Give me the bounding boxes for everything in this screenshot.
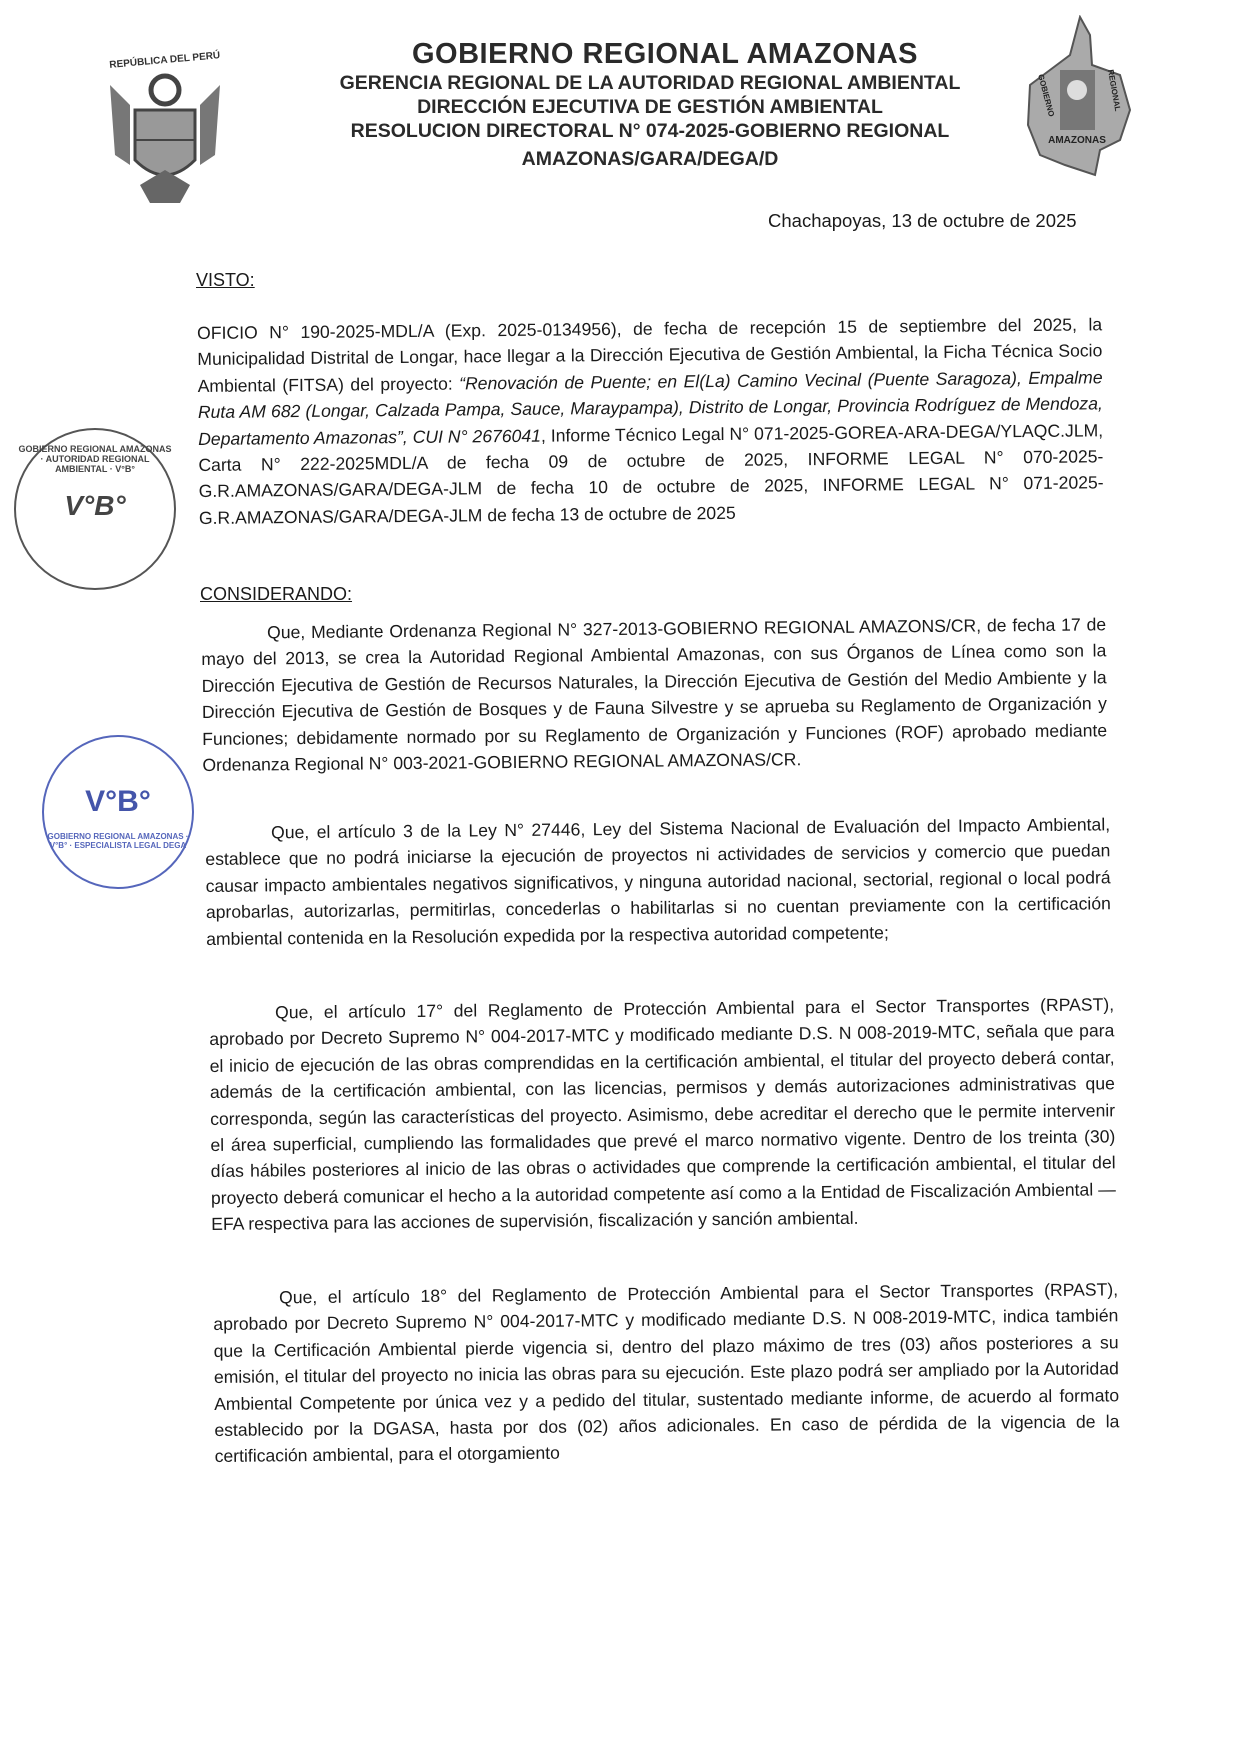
stamp1-text: GOBIERNO REGIONAL AMAZONAS · AUTORIDAD REGIONAL AMBIENTAL · V°B° (18, 444, 172, 474)
peru-coat-of-arms-logo (100, 45, 230, 205)
vobo-stamp-legal (42, 735, 194, 889)
header-gerencia: GERENCIA REGIONAL DE LA AUTORIDAD REGIONAL AMBIENTAL (339, 72, 961, 94)
header-resolucion: RESOLUCION DIRECTORAL N° 074-2025-GOBIERNO REGIONAL (350, 120, 950, 142)
stamp-vobo-text: V°B° (85, 785, 151, 818)
visto-heading: VISTO: (196, 270, 255, 290)
vobo-stamp-ambiental (14, 428, 176, 590)
amazonas-regional-emblem-logo (1020, 15, 1135, 180)
svg-text:REPÚBLICA DEL PERÚ: REPÚBLICA DEL PERÚ (108, 50, 221, 71)
visto-project-name: “Renovación de Puente; en El(La) Camino Vecinal (Puente Saragoza), Empalme Ruta AM 682 (Longar, Calzada Pampa, Sauce, Maraypampa), Distrito de Longar, Provincia Rodríguez de Mendoza, Departamento Amazonas”, CUI N° 2676041 (197, 367, 1103, 449)
header-title: GOBIERNO REGIONAL AMAZONAS (411, 38, 918, 70)
header-resolucion-cont: AMAZONAS/GARA/DEGA/D (521, 148, 779, 170)
considerando-heading: CONSIDERANDO: (200, 584, 353, 604)
document-date: Chachapoyas, 13 de octubre de 2025 (768, 210, 1077, 231)
stamp-vobo-text: V°B° (64, 490, 126, 521)
svg-text:REGIONAL: REGIONAL (1106, 68, 1123, 112)
visto-text-cont: , Informe Técnico Legal N° 071-2025-GOREA-ARA-DEGA/YLAQC.JLM, Carta N° 222-2025MDL/A de fecha 09 de octubre de 2025, INFORME LEGAL N° 070-2025-G.R.AMAZONAS/GARA/DEGA-JLM de fecha 10 de octubre de 2025, INFORME LEGAL N° 071-2025-G.R.AMAZONAS/GARA/DEGA-JLM de fecha 13 de octubre de 2025 (198, 419, 1104, 528)
emblem-amazonas-text: AMAZONAS (1048, 135, 1106, 146)
considerando-paragraph-4: Que, el artículo 18° del Reglamento de Protección Ambiental para el Sector Transportes (RPAST), aprobado por Decreto Supremo N° 004-2017-MTC y modificado mediante D.S. N 008-2019-MTC, indica también que la Certificación Ambiental pierde vigencia si, dentro del plazo máximo de tres (03) años posteriores a su emisión, el titular del proyecto no inicia las obras para su ejecución. Este plazo podrá ser ampliado por la Autoridad Ambiental Competente por única vez y a pedido del titular, sustentado mediante informe, de acuerdo al formato establecido por la DGASA, hasta por dos (02) años adicionales. En caso de pérdida de la vigencia de la certificación ambiental, para el otorgamiento (213, 1279, 1120, 1467)
stamp2-text: GOBIERNO REGIONAL AMAZONAS · V°B° · ESPECIALISTA LEGAL DEGA (47, 832, 189, 850)
considerando-paragraph-3: Que, el artículo 17° del Reglamento de Protección Ambiental para el Sector Transportes (RPAST), aprobado por Decreto Supremo N° 004-2017-MTC y modificado mediante D.S. N 008-2019-MTC, señala que para el inicio de ejecución de las obras comprendidas en la certificación ambiental, el titular del proyecto deberá contar, además de la certificación ambiental, con las licencias, permisos y demás autorizaciones administrativas que corresponda, según las características del proyecto. Asimismo, debe acreditar el derecho que le permite intervenir el área superficial, cumpliendo las formalidades que prevé el marco normativo vigente. Dentro de los treinta (30) días hábiles posteriores al inicio de las obras o actividades que comprende la certificación ambiental, el titular del proyecto deberá comunicar el hecho a la autoridad competente así como a la Entidad de Fiscalización Ambiental —EFA respectiva para las acciones de supervisión, fiscalización y sanción ambiental. (209, 994, 1116, 1235)
document-header (280, 38, 1020, 171)
svg-text:GOBIERNO: GOBIERNO (1036, 73, 1057, 118)
visto-paragraph (197, 311, 1104, 531)
header-direccion: DIRECCIÓN EJECUTIVA DE GESTIÓN AMBIENTAL (417, 96, 883, 118)
considerando-paragraph-1: Que, Mediante Ordenanza Regional N° 327-2013-GOBIERNO REGIONAL AMAZONS/CR, de fecha 17 de mayo del 2013, se crea la Autoridad Regional Ambiental Amazonas, con sus Órganos de Línea como son la Dirección Ejecutiva de Gestión de Recursos Naturales, la Dirección Ejecutiva de Gestión del Medio Ambiente y la Dirección Ejecutiva de Gestión de Bosques y de Fauna Silvestre y se aprueba su Reglamento de Organización y Funciones; debidamente normado por su Reglamento de Organización y Funciones (ROF) aprobado mediante Ordenanza Regional N° 003-2021-GOBIERNO REGIONAL AMAZONAS/CR. (201, 614, 1108, 776)
visto-text: OFICIO N° 190-2025-MDL/A (Exp. 2025-0134956), de fecha de recepción 15 de septiembre del 2025, la Municipalidad Distrital de Longar, hace llegar a la Dirección Ejecutiva de Gestión Ambiental, la Ficha Técnica Socio Ambiental (FITSA) del proyecto: (197, 314, 1103, 396)
considerando-paragraph-2: Que, el artículo 3 de la Ley N° 27446, Ley del Sistema Nacional de Evaluación del Impacto Ambiental, establece que no podrá iniciarse la ejecución de proyectos ni actividades de servicios y comercio que puedan causar impacto ambientales negativos significativos, y ninguna autoridad nacional, sectorial, regional o local podrá aprobarlas, autorizarlas, permitirlas, concederlas o habilitarlas si no cuentan previamente con la certificación ambiental contenida en la Resolución expedida por la respectiva autoridad competente; (205, 814, 1111, 949)
